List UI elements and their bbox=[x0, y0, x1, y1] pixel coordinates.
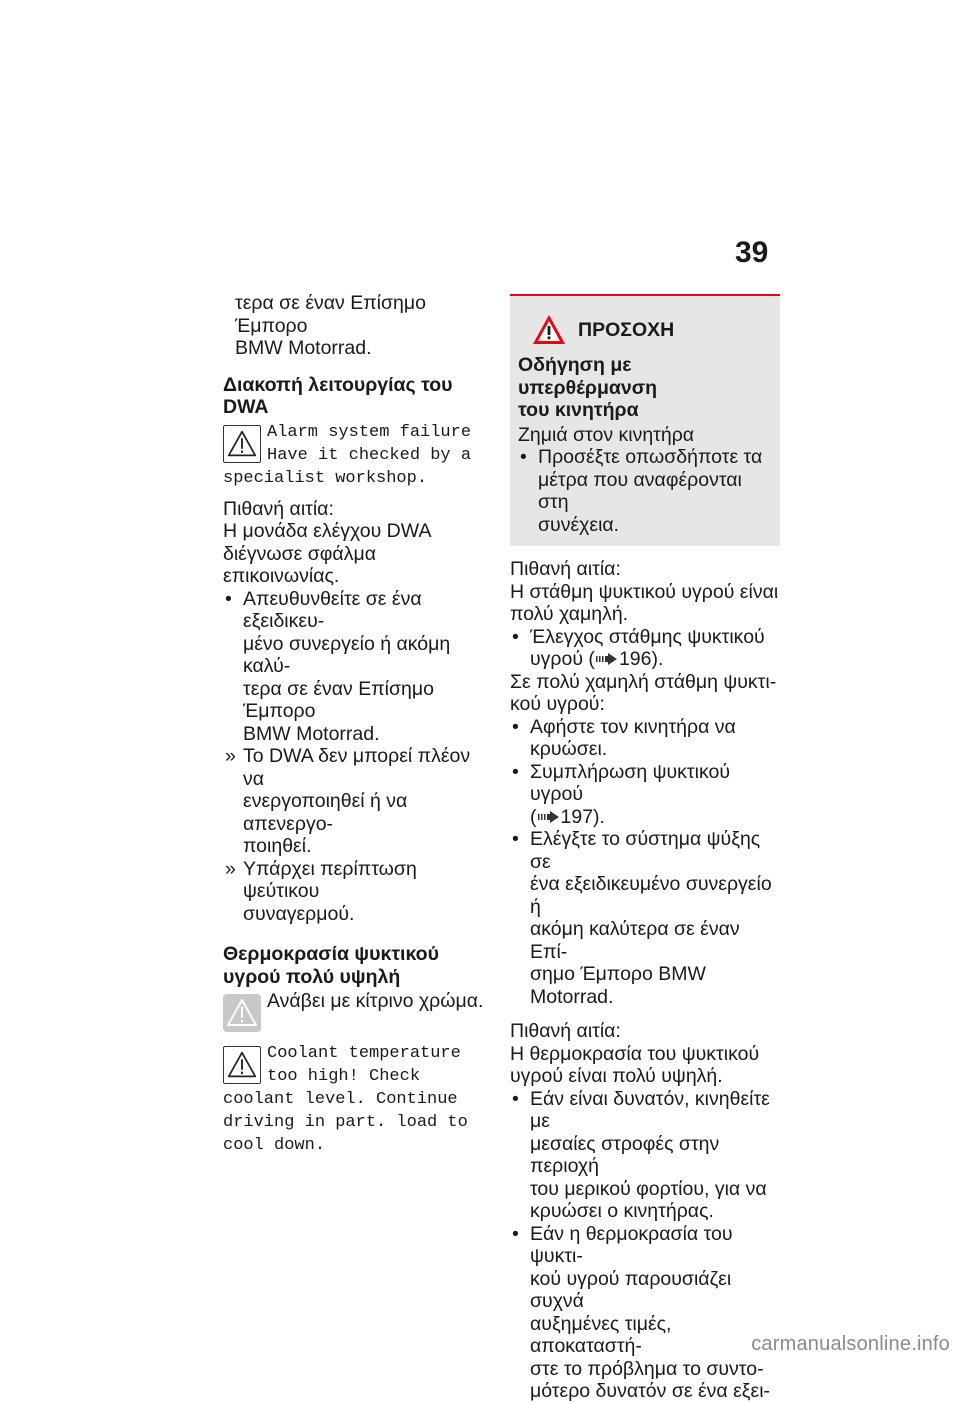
high-temp-action-list bbox=[510, 1088, 780, 1403]
caution-list bbox=[518, 446, 772, 536]
caution-header bbox=[518, 312, 772, 348]
dwa-display-message bbox=[223, 421, 493, 467]
watermark: carmanualsonline.info bbox=[751, 1333, 950, 1355]
low-level-line: κού υγρού: bbox=[510, 693, 605, 715]
display-msg-line: driving in part. load to bbox=[223, 1113, 468, 1132]
display-msg-line: coolant level. Continue bbox=[223, 1090, 458, 1109]
display-msg-line: Alarm system failure bbox=[267, 422, 472, 442]
display-msg-line: specialist workshop. bbox=[223, 468, 428, 488]
cause-line: Η θερμοκρασία του ψυκτικού bbox=[510, 1042, 760, 1065]
page-number: 39 bbox=[735, 236, 769, 269]
list-item: • Απευθυνθείτε σε ένα εξειδικευ- μένο συνεργείο ή ακόμη καλύ- τερα σε έναν Επίσημο Έμπορο BMW Motorrad. bbox=[225, 587, 451, 745]
page-reference-arrow-icon bbox=[537, 810, 561, 824]
display-msg-line: Coolant temperature bbox=[267, 1044, 461, 1063]
list-item: » Το DWA δεν μπορεί πλέον να ενεργοποιηθεί ή να απενεργο- ποιηθεί. bbox=[225, 745, 471, 857]
cause-label: Πιθανή αιτία: bbox=[510, 558, 621, 580]
caution-box bbox=[510, 294, 780, 546]
caution-triangle-icon bbox=[530, 312, 568, 348]
list-item: • Αφήστε τον κινητήρα να κρυώσει. bbox=[512, 715, 736, 760]
cause-line: υγρού είναι πολύ υψηλή. bbox=[510, 1065, 723, 1087]
cause-label: Πιθανή αιτία: bbox=[510, 1020, 621, 1042]
warning-lamp-icon bbox=[223, 994, 261, 1032]
general-warning-icon bbox=[223, 1046, 261, 1084]
low-level-action-list bbox=[510, 716, 780, 1009]
display-msg-line: cool down. bbox=[223, 1136, 326, 1155]
coolant-temp-heading: Θερμοκρασία ψυκτικού υγρού πολύ υψηλή bbox=[223, 943, 439, 988]
left-column bbox=[223, 292, 493, 1157]
dwa-failure-heading: Διακοπή λειτουργίας του DWA bbox=[223, 373, 453, 418]
cause-label: Πιθανή αιτία: bbox=[223, 497, 334, 520]
list-item: • Εάν η θερμοκρασία του ψυκτι- κού υγρού παρουσιάζει συχνά αυξημένες τιμές, αποκαταστή- στε το πρόβλημα το συντο- μότερο δυνατόν σε ένα εξει- bbox=[512, 1222, 771, 1402]
cause-line: διέγνωσε σφάλμα επικοινωνίας. bbox=[223, 542, 376, 587]
cause-line: Η στάθμη ψυκτικού υγρού είναι bbox=[510, 580, 779, 603]
page-reference[interactable]: 196 bbox=[618, 648, 652, 670]
coolant-check-list bbox=[510, 626, 780, 671]
display-msg-line: Have it checked by a bbox=[267, 445, 472, 465]
list-item: • Εάν είναι δυνατόν, κινηθείτε με μεσαίες στροφές στην περιοχή του μερικού φορτίου, για να κρυώσει ο κινητήρας. bbox=[512, 1087, 770, 1222]
dwa-action-list bbox=[223, 588, 493, 926]
coolant-display-message bbox=[223, 1042, 493, 1088]
list-item: • Έλεγχος στάθμης ψυκτικού υγρού ( 196). bbox=[512, 625, 765, 670]
display-msg-line: too high! Check bbox=[267, 1067, 421, 1086]
intro-line: BMW Motorrad. bbox=[235, 337, 372, 359]
caution-heading: Οδήγηση με υπερθέρμανση του κινητήρα bbox=[518, 354, 658, 421]
list-item: • Συμπλήρωση ψυκτικού υγρού ( 197). bbox=[512, 760, 730, 828]
list-item: • Ελέγξτε το σύστημα ψύξης σε ένα εξειδικευμένο συνεργείο ή ακόμη καλύτερα σε έναν Επί- σημο Έμπορο BMW Motorrad. bbox=[512, 828, 772, 1008]
low-level-line: Σε πολύ χαμηλή στάθμη ψυκτι- bbox=[510, 670, 777, 693]
list-item: » Υπάρχει περίπτωση ψεύτικου συναγερμού. bbox=[225, 857, 417, 925]
cause-line: Η μονάδα ελέγχου DWA bbox=[223, 520, 432, 542]
intro-line: τερα σε έναν Επίσημο Έμπορο bbox=[235, 292, 426, 337]
yellow-lamp-row bbox=[223, 990, 493, 1034]
cause-line: πολύ χαμηλή. bbox=[510, 603, 629, 625]
page-reference[interactable]: 197 bbox=[560, 805, 594, 828]
caution-title: ΠΡΟΣΟΧΗ bbox=[578, 318, 675, 341]
page-reference-arrow-icon bbox=[595, 652, 619, 666]
general-warning-icon bbox=[223, 425, 261, 463]
lamp-text: Ανάβει με κίτρινο χρώμα. bbox=[267, 990, 484, 1012]
right-column bbox=[510, 294, 780, 1403]
list-item: • Προσέξτε οπωσδήποτε τα μέτρα που αναφέρονται στη συνέχεια. bbox=[520, 446, 763, 536]
caution-text: Ζημιά στον κινητήρα bbox=[518, 423, 695, 446]
